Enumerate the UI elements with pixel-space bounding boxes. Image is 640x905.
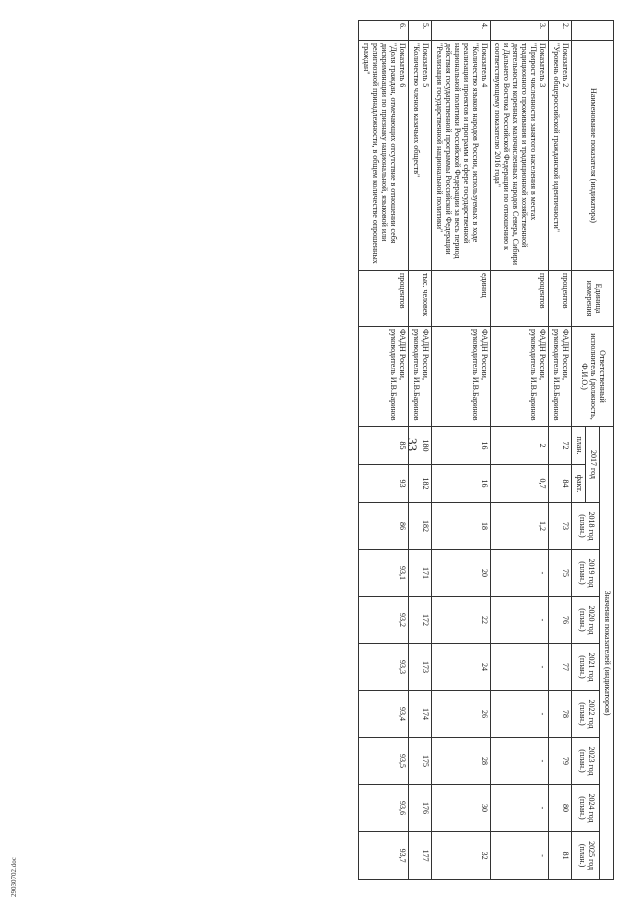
table-row bbox=[490, 21, 549, 880]
indicator-table bbox=[358, 20, 614, 880]
header-year-2025: 2025 год (план.) bbox=[572, 832, 600, 880]
value-2018: 18 bbox=[431, 503, 490, 550]
value-2017-plan: 16 bbox=[431, 427, 490, 465]
indicator-name: "Количество членов казачьих обществ" bbox=[411, 43, 421, 178]
indicator-name: "Доля граждан, отмечающих отсутствие в отношении себя дискриминации по признаку национальной, языковой или религиозной принадлежности, в общем количестве опрошенных граждан" bbox=[362, 43, 398, 264]
indicator-name: "Количество языков народов России, используемых в ходе реализации проектов и программ в сфере государственной национальной политики Российской Федерации за весь период действия государственной программы Российской Федерации "Реализация государственной национальной политики" bbox=[434, 43, 480, 259]
table-row bbox=[431, 21, 490, 880]
header-no bbox=[572, 21, 614, 41]
indicator-name: "Прирост численности занятого населения в местах традиционного проживания и традиционной хозяйственной деятельности коренных малочисленных народов Севера, Сибири и Дальнего Востока Российской Федерации по отношению к соответствующему показателю 2016 года" bbox=[493, 43, 539, 266]
indicator-label: Показатель 3 bbox=[538, 43, 548, 88]
value-2019: 75 bbox=[549, 550, 572, 597]
value-2023: - bbox=[490, 738, 549, 785]
value-2017-plan: 85 bbox=[359, 427, 409, 465]
responsible-cell: ФАДН России, руководитель И.В.Баринов bbox=[408, 327, 431, 427]
footer-filename: 29030702.doc bbox=[10, 857, 18, 897]
header-2017-plan: план. bbox=[572, 427, 586, 465]
value-2022: 26 bbox=[431, 691, 490, 738]
header-responsible: Ответственный исполнитель (должность, Ф.И.О.) bbox=[572, 327, 614, 427]
header-indicator-name: Наименование показателя (индикатора) bbox=[572, 41, 614, 271]
value-2024: - bbox=[490, 785, 549, 832]
value-2019: 171 bbox=[408, 550, 431, 597]
value-2018: 1,2 bbox=[490, 503, 549, 550]
value-2022: 174 bbox=[408, 691, 431, 738]
unit-cell: процентов bbox=[359, 271, 409, 327]
header-2017-fact: факт. bbox=[572, 465, 586, 503]
value-2021: 173 bbox=[408, 644, 431, 691]
value-2020: 172 bbox=[408, 597, 431, 644]
header-unit: Единица измерения bbox=[572, 271, 614, 327]
indicator-cell bbox=[359, 41, 409, 271]
indicator-label: Показатель 4 bbox=[479, 43, 489, 88]
value-2018: 86 bbox=[359, 503, 409, 550]
row-number: 2. bbox=[549, 21, 572, 41]
unit-cell: процентов bbox=[490, 271, 549, 327]
value-2017-plan: 72 bbox=[549, 427, 572, 465]
header-2017: 2017 год bbox=[586, 427, 600, 503]
responsible-cell: ФАДН России, руководитель И.В.Баринов bbox=[490, 327, 549, 427]
row-number: 4. bbox=[431, 21, 490, 41]
value-2025: 32 bbox=[431, 832, 490, 880]
value-2020: 93,2 bbox=[359, 597, 409, 644]
responsible-cell: ФАДН России, руководитель И.В.Баринов bbox=[549, 327, 572, 427]
value-2024: 176 bbox=[408, 785, 431, 832]
header-year-2024: 2024 год (план.) bbox=[572, 785, 600, 832]
value-2023: 28 bbox=[431, 738, 490, 785]
indicator-label: Показатель 6 bbox=[397, 43, 407, 88]
value-2025: 81 bbox=[549, 832, 572, 880]
header-values-group: Значения показателей (индикаторов) bbox=[600, 427, 614, 880]
value-2017-fact: 93 bbox=[359, 465, 409, 503]
unit-cell: тыс. человек bbox=[408, 271, 431, 327]
value-2025: - bbox=[490, 832, 549, 880]
indicator-cell bbox=[408, 41, 431, 271]
header-year-2020: 2020 год (план.) bbox=[572, 597, 600, 644]
unit-cell: процентов bbox=[549, 271, 572, 327]
header-row-1 bbox=[600, 21, 614, 880]
value-2021: 24 bbox=[431, 644, 490, 691]
value-2020: 76 bbox=[549, 597, 572, 644]
value-2024: 93,6 bbox=[359, 785, 409, 832]
value-2021: 93,3 bbox=[359, 644, 409, 691]
value-2020: - bbox=[490, 597, 549, 644]
value-2024: 80 bbox=[549, 785, 572, 832]
unit-cell: единиц bbox=[431, 271, 490, 327]
value-2025: 93,7 bbox=[359, 832, 409, 880]
value-2024: 30 bbox=[431, 785, 490, 832]
header-year-2023: 2023 год (план.) bbox=[572, 738, 600, 785]
value-2023: 79 bbox=[549, 738, 572, 785]
value-2020: 22 bbox=[431, 597, 490, 644]
responsible-cell: ФАДН России, руководитель И.В.Баринов bbox=[359, 327, 409, 427]
header-year-2021: 2021 год (план.) bbox=[572, 644, 600, 691]
indicator-label: Показатель 5 bbox=[420, 43, 430, 88]
row-number: 6. bbox=[359, 21, 409, 41]
header-year-2022: 2022 год (план.) bbox=[572, 691, 600, 738]
value-2018: 73 bbox=[549, 503, 572, 550]
value-2019: - bbox=[490, 550, 549, 597]
value-2025: 177 bbox=[408, 832, 431, 880]
page-number: 33 bbox=[405, 438, 420, 451]
value-2019: 20 bbox=[431, 550, 490, 597]
indicator-label: Показатель 2 bbox=[561, 43, 571, 88]
row-number: 5. bbox=[408, 21, 431, 41]
indicator-cell bbox=[431, 41, 490, 271]
header-year-2019: 2019 год (план.) bbox=[572, 550, 600, 597]
rotated-table-container bbox=[26, 20, 614, 880]
indicator-name: "Уровень общероссийской гражданской идентичности" bbox=[552, 43, 562, 233]
table-row bbox=[549, 21, 572, 880]
value-2018: 182 bbox=[408, 503, 431, 550]
value-2017-fact: 84 bbox=[549, 465, 572, 503]
value-2017-plan: 2 bbox=[490, 427, 549, 465]
value-2017-fact: 16 bbox=[431, 465, 490, 503]
value-2021: - bbox=[490, 644, 549, 691]
value-2017-fact: 182 bbox=[408, 465, 431, 503]
table-row bbox=[408, 21, 431, 880]
table-row bbox=[359, 21, 409, 880]
value-2017-plan: 180 bbox=[408, 427, 431, 465]
value-2017-fact: 0,7 bbox=[490, 465, 549, 503]
responsible-cell: ФАДН России, руководитель И.В.Баринов bbox=[431, 327, 490, 427]
value-2022: 93,4 bbox=[359, 691, 409, 738]
value-2023: 175 bbox=[408, 738, 431, 785]
indicator-cell bbox=[549, 41, 572, 271]
indicator-cell bbox=[490, 41, 549, 271]
value-2022: 78 bbox=[549, 691, 572, 738]
value-2021: 77 bbox=[549, 644, 572, 691]
header-year-2018: 2018 год (план.) bbox=[572, 503, 600, 550]
value-2022: - bbox=[490, 691, 549, 738]
value-2023: 93,5 bbox=[359, 738, 409, 785]
value-2019: 93,1 bbox=[359, 550, 409, 597]
row-number: 3. bbox=[490, 21, 549, 41]
